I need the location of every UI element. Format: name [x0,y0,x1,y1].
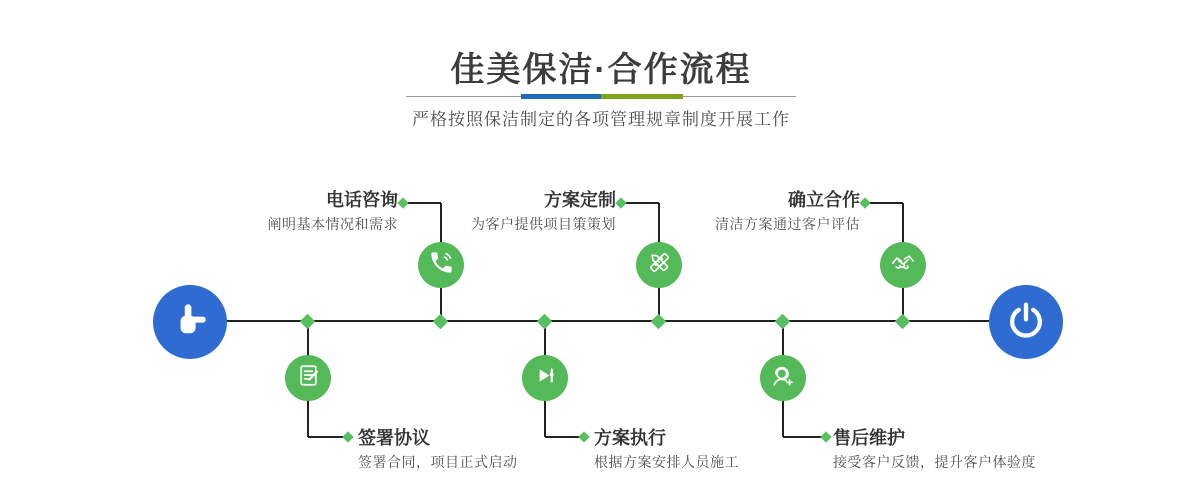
step-desc: 为客户提供项目策策划 [471,216,616,232]
step-node-design [636,242,682,288]
step-label-phone [268,190,399,233]
step-title: 签署协议 [358,428,430,448]
step-label-contract [358,428,518,471]
page-title: 佳美保洁·合作流程 [450,51,752,89]
support-agent-icon [769,362,797,395]
step-node-contract [285,355,331,401]
timeline-diamond [775,314,791,330]
step-title: 电话咨询 [326,190,398,210]
timeline-diamond [895,314,911,330]
step-label-design [471,190,616,233]
step-label-handshake [715,190,860,233]
label-diamond [397,197,408,208]
divider-blue-segment [521,94,601,99]
step-desc: 清洁方案通过客户评估 [715,216,860,232]
step-title: 售后维护 [833,428,905,448]
timeline-diamond [300,314,316,330]
step-desc: 阐明基本情况和需求 [267,216,398,232]
divider-green-segment [601,94,683,99]
pointing-hand-icon [169,299,211,346]
step-node-execute [522,355,568,401]
step-desc: 接受客户反馈，提升客户体验度 [833,454,1036,470]
timeline [227,320,989,322]
label-diamond [859,197,870,208]
play-next-icon [532,362,559,394]
timeline-diamond [537,314,553,330]
step-label-support [833,428,1036,471]
step-desc: 根据方案安排人员施工 [594,454,739,470]
step-node-phone [418,242,464,288]
end-node [989,285,1063,359]
step-label-execute [594,428,739,471]
step-title: 确立合作 [788,190,860,210]
step-title: 方案定制 [544,190,616,210]
handshake-icon [889,249,917,282]
step-node-support [760,355,806,401]
timeline-diamond [433,314,449,330]
contract-pen-icon [295,362,322,394]
label-diamond [615,197,626,208]
label-diamond [578,431,589,442]
label-diamond [820,431,831,442]
phone-icon [428,249,455,281]
step-title: 方案执行 [594,428,666,448]
page-subtitle: 严格按照保洁制定的各项管理规章制度开展工作 [412,110,790,129]
step-node-handshake [880,242,926,288]
timeline-diamond [651,314,667,330]
design-tools-icon [646,249,673,281]
label-diamond [342,431,353,442]
power-icon [1006,300,1046,345]
start-node [153,285,227,359]
step-desc: 签署合同，项目正式启动 [358,454,518,470]
